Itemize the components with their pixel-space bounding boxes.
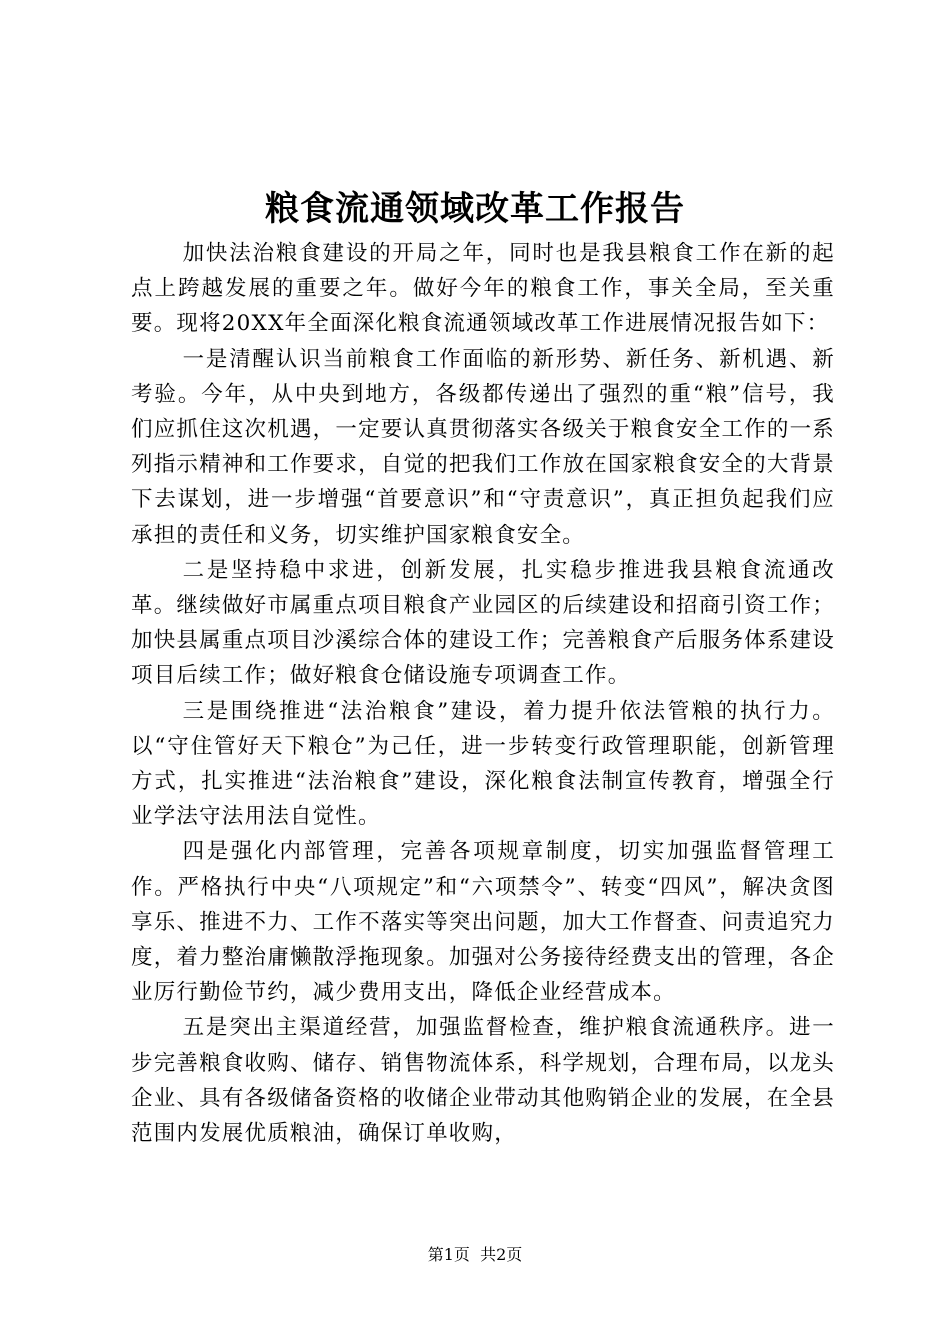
- paragraph-point-4: 四是强化内部管理，完善各项规章制度，切实加强监督管理工作。严格执行中央“八项规定”和“六项禁令”、转变“四风”，解决贪图享乐、推进不力、工作不落实等突出问题，加大工作督查、问责追究力度，着力整治庸懒散浮拖现象。加强对公务接待经费支出的管理，各企业厉行勤俭节约，减少费用支出，降低企业经营成本。: [131, 839, 835, 1006]
- page-number-current: 第1页: [427, 1245, 470, 1264]
- paragraph-point-2: 二是坚持稳中求进，创新发展，扎实稳步推进我县粮食流通改革。继续做好市属重点项目粮食产业园区的后续建设和招商引资工作；加快县属重点项目沙溪综合体的建设工作；完善粮食产后服务体系建设项目后续工作；做好粮食仓储设施专项调查工作。: [131, 557, 835, 689]
- paragraph-point-5: 五是突出主渠道经营，加强监督检查，维护粮食流通秩序。进一步完善粮食收购、储存、销售物流体系，科学规划，合理布局，以龙头企业、具有各级储备资格的收储企业带动其他购销企业的发展，在全县范围内发展优质粮油，确保订单收购，: [131, 1015, 835, 1147]
- paragraph-point-1: 一是清醒认识当前粮食工作面临的新形势、新任务、新机遇、新考验。今年，从中央到地方，各级都传递出了强烈的重“粮”信号，我们应抓住这次机遇，一定要认真贯彻落实各级关于粮食安全工作的一系列指示精神和工作要求，自觉的把我们工作放在国家粮食安全的大背景下去谋划，进一步增强“首要意识”和“守责意识”，真正担负起我们应承担的责任和义务，切实维护国家粮食安全。: [131, 346, 835, 548]
- document-body: [131, 236, 835, 1151]
- paragraph-point-3: 三是围绕推进“法治粮食”建设，着力提升依法管粮的执行力。以“守住管好天下粮仓”为己任，进一步转变行政管理职能，创新管理方式，扎实推进“法治粮食”建设，深化粮食法制宣传教育，增强全行业学法守法用法自觉性。: [131, 698, 835, 830]
- footer-spacer: [470, 1245, 480, 1264]
- paragraph-intro: 加快法治粮食建设的开局之年，同时也是我县粮食工作在新的起点上跨越发展的重要之年。做好今年的粮食工作，事关全局，至关重要。现将20XX年全面深化粮食流通领域改革工作进展情况报告如下：: [131, 241, 835, 337]
- page-footer: [0, 1243, 950, 1267]
- document-title: 粮食流通领域改革工作报告: [265, 189, 685, 229]
- page-number-total: 共2页: [480, 1245, 523, 1264]
